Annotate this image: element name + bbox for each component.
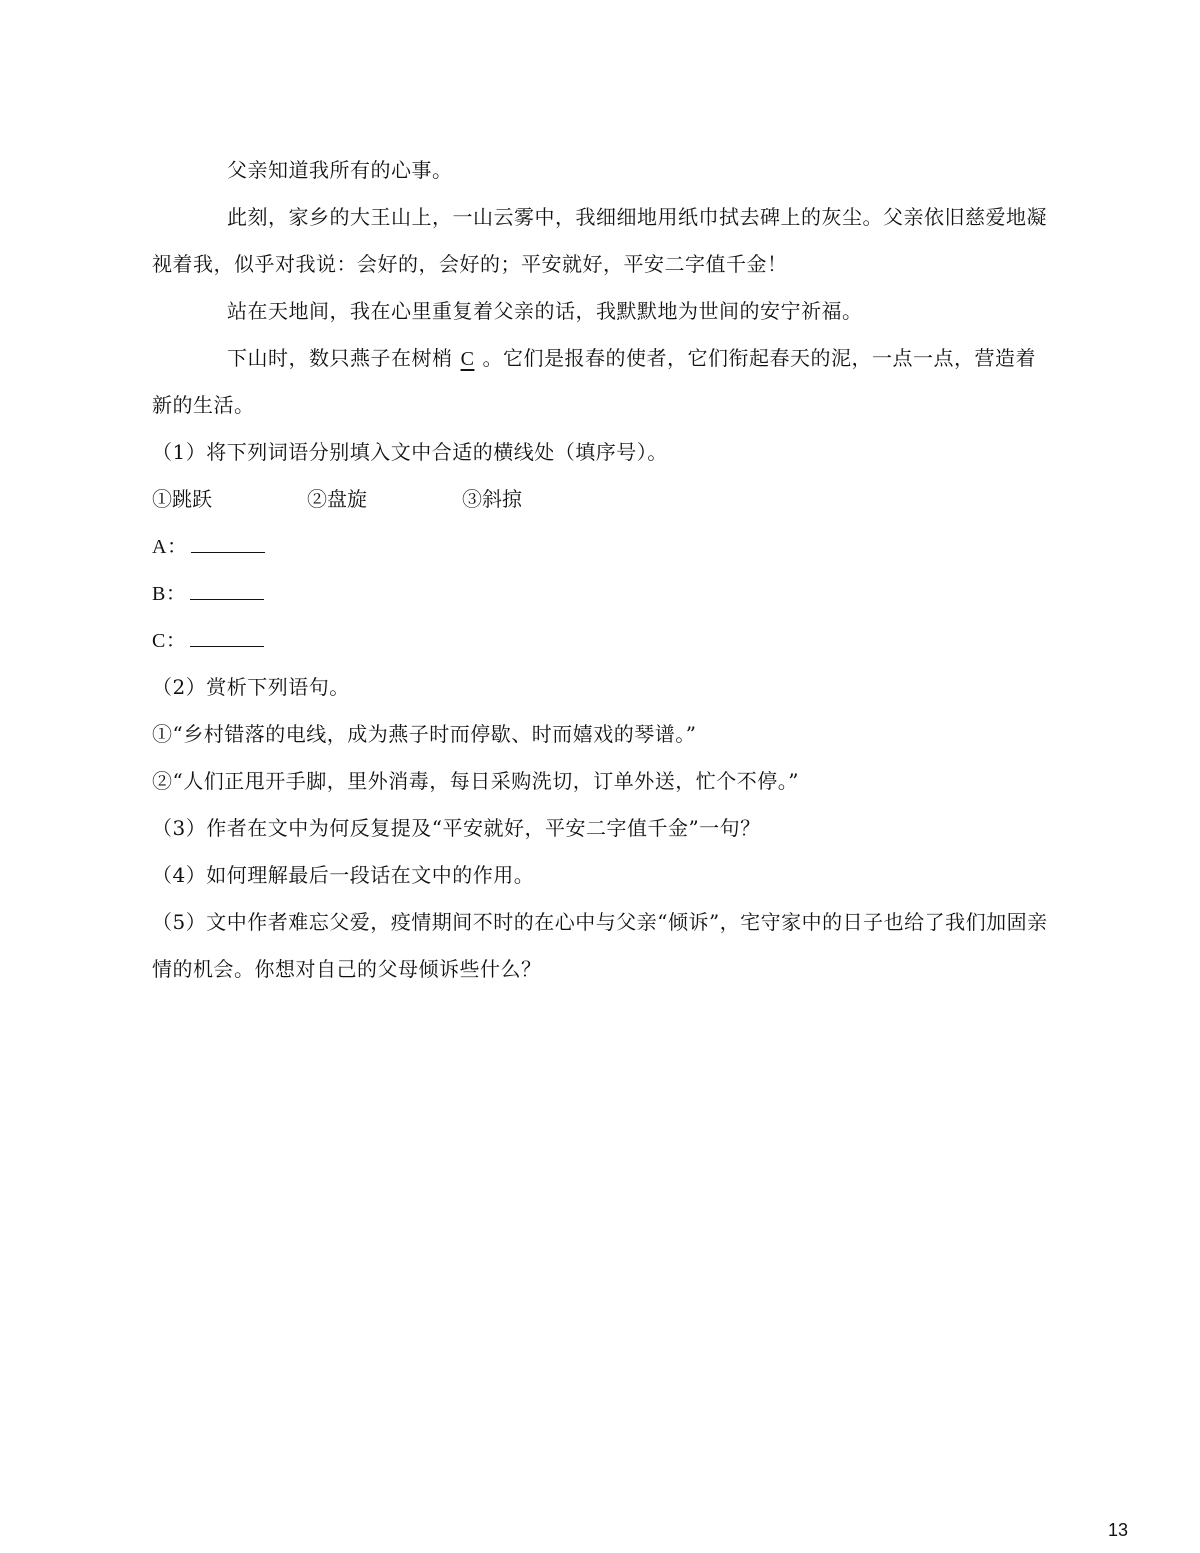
question-1: （1）将下列词语分别填入文中合适的横线处（填序号）。 <box>152 440 668 464</box>
answer-label-c: C： <box>152 630 187 652</box>
document-content <box>152 147 1077 993</box>
answer-row-a <box>152 523 1077 570</box>
answer-blank-c[interactable] <box>190 626 264 647</box>
question-4: （4）如何理解最后一段话在文中的作用。 <box>152 863 535 887</box>
option-1: ①跳跃 <box>152 487 212 511</box>
answer-row-c <box>152 617 1077 664</box>
question-5-line-1: （5）文中作者难忘父爱，疫情期间不时的在心中与父亲“倾诉”，宅守家中的日子也给了我们加固亲 <box>152 910 1048 934</box>
question-2-item-2: ②“人们正甩开手脚，里外消毒，每日采购洗切，订单外送，忙个不停。” <box>152 769 799 793</box>
passage-paragraph-3: 站在天地间，我在心里重复着父亲的话，我默默地为世间的安宁祈福。 <box>227 299 863 323</box>
question-3: （3）作者在文中为何反复提及“平安就好，平安二字值千金”一句？ <box>152 816 761 840</box>
passage-blank-c: C <box>460 348 475 370</box>
passage-paragraph-4-before-blank: 下山时，数只燕子在树梢 <box>227 346 453 370</box>
option-2: ②盘旋 <box>307 487 367 511</box>
passage-paragraph-4-after-blank: 。它们是报春的使者，它们衔起春天的泥，一点一点，营造着 <box>482 346 1036 370</box>
page-number: 13 <box>1108 1520 1129 1540</box>
answer-blank-a[interactable] <box>191 532 265 553</box>
question-2: （2）赏析下列语句。 <box>152 675 350 699</box>
passage-paragraph-2-line-1: 此刻，家乡的大王山上，一山云雾中，我细细地用纸巾拭去碑上的灰尘。父亲依旧慈爱地凝 <box>227 205 1047 229</box>
passage-paragraph-1: 父亲知道我所有的心事。 <box>227 158 453 182</box>
passage-paragraph-2-line-2: 视着我，似乎对我说：会好的，会好的；平安就好，平安二字值千金！ <box>152 252 788 276</box>
question-1-options <box>152 476 1077 523</box>
passage-paragraph-4-line-1 <box>152 335 1077 382</box>
answer-label-a: A： <box>152 536 188 558</box>
answer-row-b <box>152 570 1077 617</box>
question-5-line-2: 情的机会。你想对自己的父母倾诉些什么？ <box>152 957 542 981</box>
answer-blank-b[interactable] <box>190 579 264 600</box>
option-3: ③斜掠 <box>462 487 522 511</box>
passage-paragraph-4-line-2: 新的生活。 <box>152 393 255 417</box>
answer-label-b: B： <box>152 583 187 605</box>
question-2-item-1: ①“乡村错落的电线，成为燕子时而停歇、时而嬉戏的琴谱。” <box>152 722 697 746</box>
